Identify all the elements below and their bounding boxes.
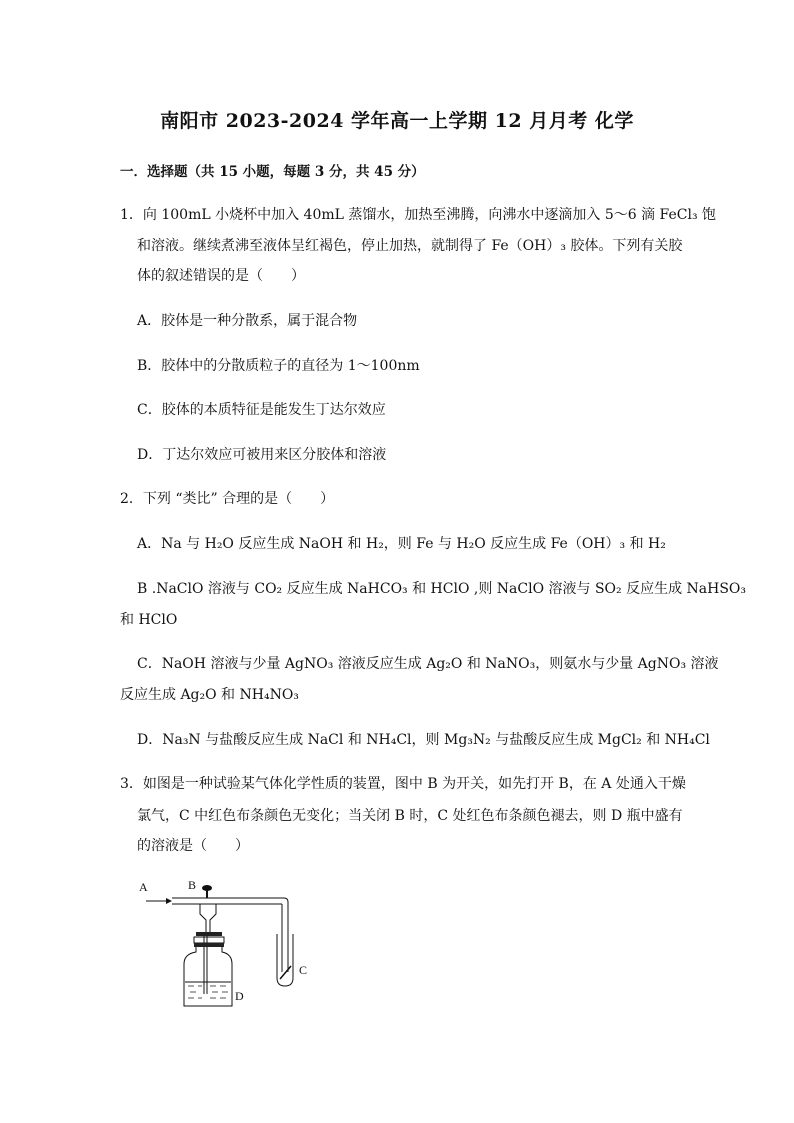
stopper-middle xyxy=(194,937,224,943)
q2-option-a: A．Na 与 H₂O 反应生成 NaOH 和 H₂，则 Fe 与 H₂O 反应生成 Fe（OH）₃ 和 H₂ xyxy=(137,536,666,552)
q1-option-d: D．丁达尔效应可被用来区分胶体和溶液 xyxy=(137,447,387,463)
q3-stem-line-1: 3．如图是一种试验某气体化学性质的装置，图中 B 为开关，如先打开 B，在 A 处通入干燥 xyxy=(120,776,686,792)
q2-option-b-line-1: B .NaClO 溶液与 CO₂ 反应生成 NaHCO₃ 和 HClO ,则 NaClO 溶液与 SO₂ 反应生成 NaHSO₃ xyxy=(137,581,747,597)
q3-stem-line-3: 的溶液是（ ） xyxy=(137,838,249,854)
label-b: B xyxy=(188,878,197,892)
q1-option-b: B．胶体中的分散质粒子的直径为 1～100nm xyxy=(137,358,420,374)
test-tube-c xyxy=(277,934,293,986)
q2-option-c-line-2: 反应生成 Ag₂O 和 NH₄NO₃ xyxy=(120,687,299,703)
label-d: D xyxy=(235,989,244,1003)
gas-bottle-d xyxy=(184,947,232,1006)
q2-stem: 2．下列 “类比” 合理的是（ ） xyxy=(120,491,335,507)
q2-option-b-line-2: 和 HClO xyxy=(120,612,178,628)
apparatus-diagram xyxy=(136,876,326,1016)
liquid-fill-pattern xyxy=(188,986,228,998)
q1-option-c: C．胶体的本质特征是能发生丁达尔效应 xyxy=(137,402,386,418)
q2-option-c-line-1: C．NaOH 溶液与少量 AgNO₃ 溶液反应生成 Ag₂O 和 NaNO₃，则氨水与少量 AgNO₃ 溶液 xyxy=(137,656,719,672)
q3-stem-line-2: 氯气，C 中红色布条颜色无变化；当关闭 B 时，C 处红色布条颜色褪去，则 D 瓶中盛有 xyxy=(137,808,683,824)
q1-stem-line-2: 和溶液。继续煮沸至液体呈红褐色，停止加热，就制得了 Fe（OH）₃ 胶体。下列有关胶 xyxy=(137,238,683,254)
arrow-head-icon xyxy=(166,898,172,904)
section-heading: 一．选择题（共 15 小题，每题 3 分，共 45 分） xyxy=(120,164,425,180)
stopper-bottom xyxy=(194,943,224,947)
page-title: 南阳市 2023-2024 学年高一上学期 12 月月考 化学 xyxy=(160,110,634,132)
stopper-top xyxy=(196,932,222,936)
bottle-inlet-tube-right xyxy=(210,904,216,934)
label-a: A xyxy=(139,880,148,894)
q2-option-d: D．Na₃N 与盐酸反应生成 NaCl 和 NH₄Cl，则 Mg₃N₂ 与盐酸反应生成 MgCl₂ 和 NH₄Cl xyxy=(137,732,710,748)
outlet-tube-outer xyxy=(284,898,288,972)
q1-option-a: A．胶体是一种分散系，属于混合物 xyxy=(137,313,358,329)
q1-stem-line-1: 1．向 100mL 小烧杯中加入 40mL 蒸馏水，加热至沸腾，向沸水中逐滴加入 5～6 滴 FeCl₃ 饱 xyxy=(120,207,717,223)
label-c: C xyxy=(299,963,308,977)
q1-stem-line-3: 体的叙述错误的是（ ） xyxy=(137,268,305,284)
bottle-inlet-tube-left xyxy=(200,904,206,934)
